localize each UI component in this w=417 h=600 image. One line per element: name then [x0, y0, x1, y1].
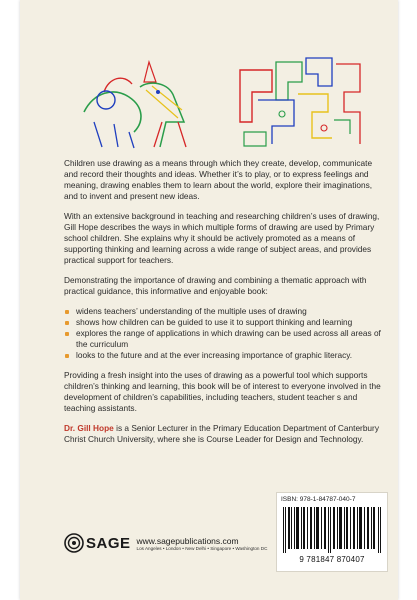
blurb-text — [64, 158, 384, 454]
feature-item: widens teachers’ understanding of the multiple uses of drawing — [64, 306, 384, 317]
blurb-paragraph-3: Demonstrating the importance of drawing and combining a thematic approach with practical guidance, this informative and enjoyable book: — [64, 275, 367, 296]
sage-logo-icon — [64, 533, 84, 553]
blurb-paragraph-1: Children use drawing as a means through which they create, develop, communicate and record their thoughts and ideas. Whether it’s to play, or to express feelings and meaning, drawing enables them to learn about the world, explore their imaginations, and to invent and present new ideas. — [64, 158, 373, 201]
barcode-bars — [283, 507, 381, 553]
publisher-url[interactable]: www.sagepublications.com — [136, 535, 239, 546]
feature-list — [64, 306, 384, 361]
child-drawing-animals — [74, 52, 194, 152]
author-bio-text: is a Senior Lecturer in the Primary Education Department of Canterbury Christ Church University, where she is Course Leader for Design and Technology. — [64, 423, 379, 444]
feature-item: explores the range of applications in which drawing can be used across all areas of the curriculum — [64, 328, 384, 350]
author-name: Dr. Gill Hope — [64, 423, 114, 433]
isbn-barcode — [276, 492, 388, 572]
book-back-cover — [20, 0, 398, 600]
publisher-cities: Los Angeles • London • New Delhi • Singapore • Washington DC — [136, 545, 268, 551]
blurb-paragraph-4: Providing a fresh insight into the uses of drawing as a powerful tool which supports children’s thinking and learning, this book will be of interest to everyone involved in the development of children’s capabilities, including teachers, student teacher s and teaching assistants. — [64, 370, 381, 413]
publisher-logo — [64, 533, 267, 553]
blurb-paragraph-2: With an extensive background in teaching and researching children’s uses of drawing, Gill Hope describes the ways in which multiple forms of drawing are used by Primary school children. She explains why it should be actively promoted as a means of supporting thinking and learning across a wide range of subject areas, and provides practical support for teachers. — [64, 211, 380, 265]
child-drawing-map — [232, 52, 368, 152]
isbn-digits: 9 781847 870407 — [299, 555, 365, 564]
publisher-name: SAGE — [86, 534, 131, 552]
feature-item: looks to the future and at the ever increasing importance of graphic literacy. — [64, 350, 384, 361]
author-bio — [64, 423, 384, 445]
feature-item: shows how children can be guided to use it to support thinking and learning — [64, 317, 384, 328]
isbn-label: ISBN: 978-1-84787-040-7 — [281, 496, 356, 503]
